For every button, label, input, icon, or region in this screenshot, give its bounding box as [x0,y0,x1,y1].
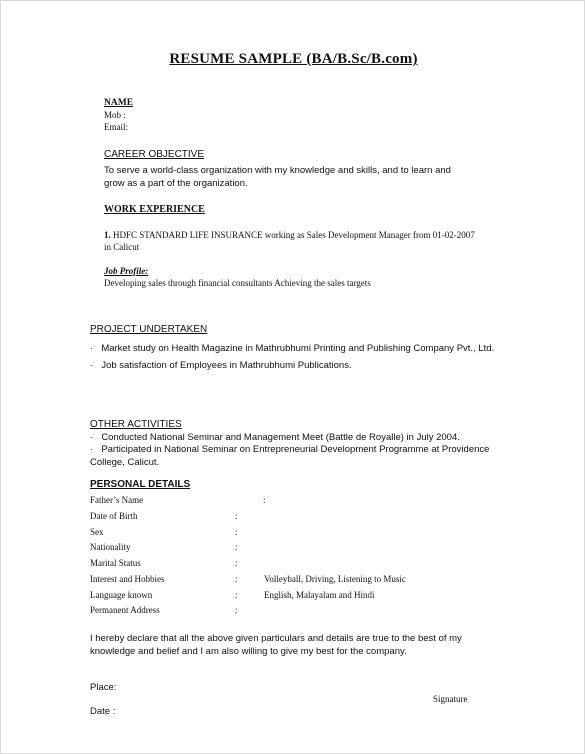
work-experience-item-1 [104,229,475,242]
project-item-1 [90,342,494,355]
project-item-text: Job satisfaction of Employees in Mathrubhumi Publications. [101,360,352,371]
detail-row-fathers-name [90,494,510,508]
detail-label: Marital Status [90,558,141,568]
detail-value: Volleyball, Driving, Listening to Music [264,574,406,584]
detail-row-date-of-birth [90,510,510,524]
detail-label: Sex [90,527,104,537]
detail-colon: : [235,574,238,584]
activity-item-2 [90,443,489,456]
career-objective-line-1: To serve a world-class organization with my knowledge and skills, and to learn and [104,165,451,176]
project-item-2 [90,359,352,372]
detail-colon: : [235,511,238,521]
bullet-icon: · [90,361,93,370]
personal-details-heading: PERSONAL DETAILS [90,479,191,490]
bullet-icon: · [90,433,93,442]
detail-colon: : [235,542,238,552]
detail-label: Permanent Address [90,605,160,615]
signature-label: Signature [433,694,468,704]
contact-name: NAME [104,98,134,108]
detail-row-permanent-address [90,604,510,618]
career-objective-line-2: grow as a part of the organization. [104,178,248,189]
company-name: HDFC STANDARD LIFE INSURANCE [113,230,263,240]
detail-row-language-known [90,589,510,603]
other-activities-heading: OTHER ACTIVITIES [90,419,182,430]
work-experience-heading: WORK EXPERIENCE [104,204,205,215]
bullet-icon: · [90,344,93,353]
career-objective-heading: CAREER OBJECTIVE [104,149,205,160]
activity-item-text: Conducted National Seminar and Management Meet (Battle de Royalle) in July 2004. [101,432,460,443]
resume-title: RESUME SAMPLE (BA/B.Sc/B.com) [169,51,418,67]
detail-colon: : [235,605,238,615]
date-label: Date : [90,706,116,717]
detail-row-nationality [90,541,510,555]
detail-label: Interest and Hobbies [90,574,165,584]
detail-row-marital-status [90,557,510,571]
projects-heading: PROJECT UNDERTAKEN [90,324,208,335]
detail-label: Nationality [90,542,131,552]
detail-colon: : [235,590,238,600]
declaration-line-2: knowledge and belief and I am also willing to give my best for the company. [90,646,407,657]
item-number: 1. [104,230,111,240]
detail-label: Language known [90,590,153,600]
bullet-icon: · [90,445,93,454]
detail-row-interest-hobbies [90,573,510,587]
job-profile-heading: Job Profile: [104,266,149,276]
detail-label: Father’s Name [90,495,144,505]
place-label: Place: [90,682,117,693]
activity-item-text: Participated in National Seminar on Entrepreneurial Development Programme at Providence [101,444,490,455]
detail-colon: : [235,558,238,568]
work-detail-line-1: working as Sales Development Manager from 01-02-2007 [264,230,475,240]
detail-colon: : [235,527,238,537]
work-detail-line-2: in Calicut [104,242,140,252]
activity-item-2-continued: College, Calicut. [90,457,160,468]
project-item-text: Market study on Health Magazine in Mathrubhumi Printing and Publishing Company Pvt., Ltd. [101,343,495,354]
contact-mob: Mob : [104,110,126,120]
detail-colon: : [263,495,266,505]
detail-label: Date of Birth [90,511,138,521]
detail-value: English, Malayalam and Hindi [264,590,375,600]
job-profile-text: Developing sales through financial consultants Achieving the sales targets [104,278,371,288]
contact-email: Email: [104,122,128,132]
detail-row-sex [90,526,510,540]
declaration-line-1: I hereby declare that all the above given particulars and details are true to the best of my [90,633,462,644]
